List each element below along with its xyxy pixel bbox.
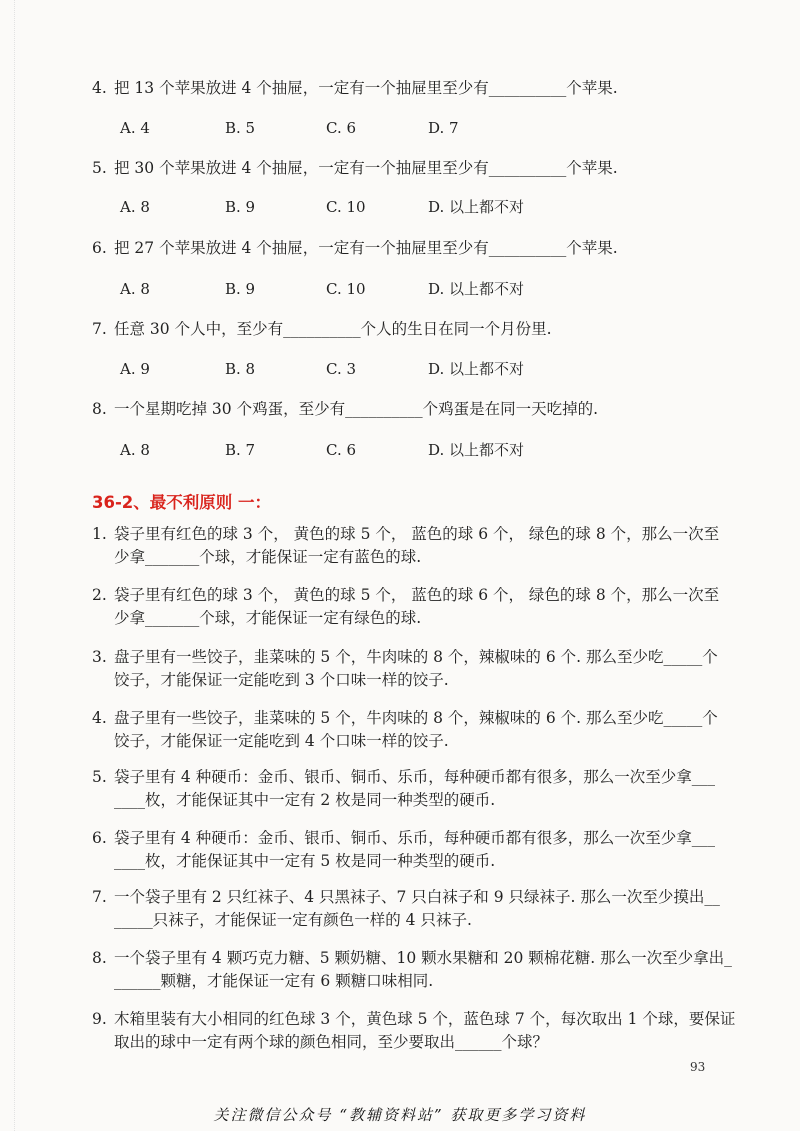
option-c: C. 10 bbox=[326, 198, 366, 216]
option-d: D. 以上都不对 bbox=[428, 441, 525, 459]
option-a: A. 8 bbox=[120, 441, 150, 459]
section-title: 36-2、最不利原则 一： bbox=[92, 493, 272, 512]
option-d: D. 以上都不对 bbox=[428, 360, 525, 378]
option-b: B. 8 bbox=[225, 360, 256, 378]
option-b: B. 9 bbox=[225, 198, 256, 216]
option-c: C. 10 bbox=[326, 280, 366, 298]
option-c: C. 3 bbox=[326, 360, 357, 378]
option-d: D. 7 bbox=[428, 119, 459, 137]
option-c: C. 6 bbox=[326, 441, 357, 459]
question-8: 8. 一个星期吃掉 30 个鸡蛋，至少有__________个鸡蛋是在同一天吃掉的. bbox=[92, 400, 599, 418]
question-7: 7. 任意 30 个人中，至少有__________个人的生日在同一个月份里. bbox=[92, 320, 552, 338]
footer-note: 关注微信公众号 “教辅资料站” 获取更多学习资料 bbox=[213, 1106, 587, 1124]
option-d: D. 以上都不对 bbox=[428, 280, 525, 298]
option-d: D. 以上都不对 bbox=[428, 198, 525, 216]
option-b: B. 7 bbox=[225, 441, 256, 459]
option-a: A. 8 bbox=[120, 198, 150, 216]
option-a: A. 4 bbox=[120, 119, 150, 137]
page-binding-edge bbox=[0, 0, 15, 1131]
option-b: B. 9 bbox=[225, 280, 256, 298]
option-b: B. 5 bbox=[225, 119, 256, 137]
question-4: 4. 把 13 个苹果放进 4 个抽屉，一定有一个抽屉里至少有__________个苹果. bbox=[92, 79, 618, 97]
option-a: A. 8 bbox=[120, 280, 150, 298]
question-6: 6. 把 27 个苹果放进 4 个抽屉，一定有一个抽屉里至少有__________个苹果. bbox=[92, 239, 618, 257]
option-c: C. 6 bbox=[326, 119, 357, 137]
question-5: 5. 把 30 个苹果放进 4 个抽屉，一定有一个抽屉里至少有__________个苹果. bbox=[92, 159, 618, 177]
option-a: A. 9 bbox=[120, 360, 150, 378]
page-number: 93 bbox=[690, 1060, 706, 1074]
